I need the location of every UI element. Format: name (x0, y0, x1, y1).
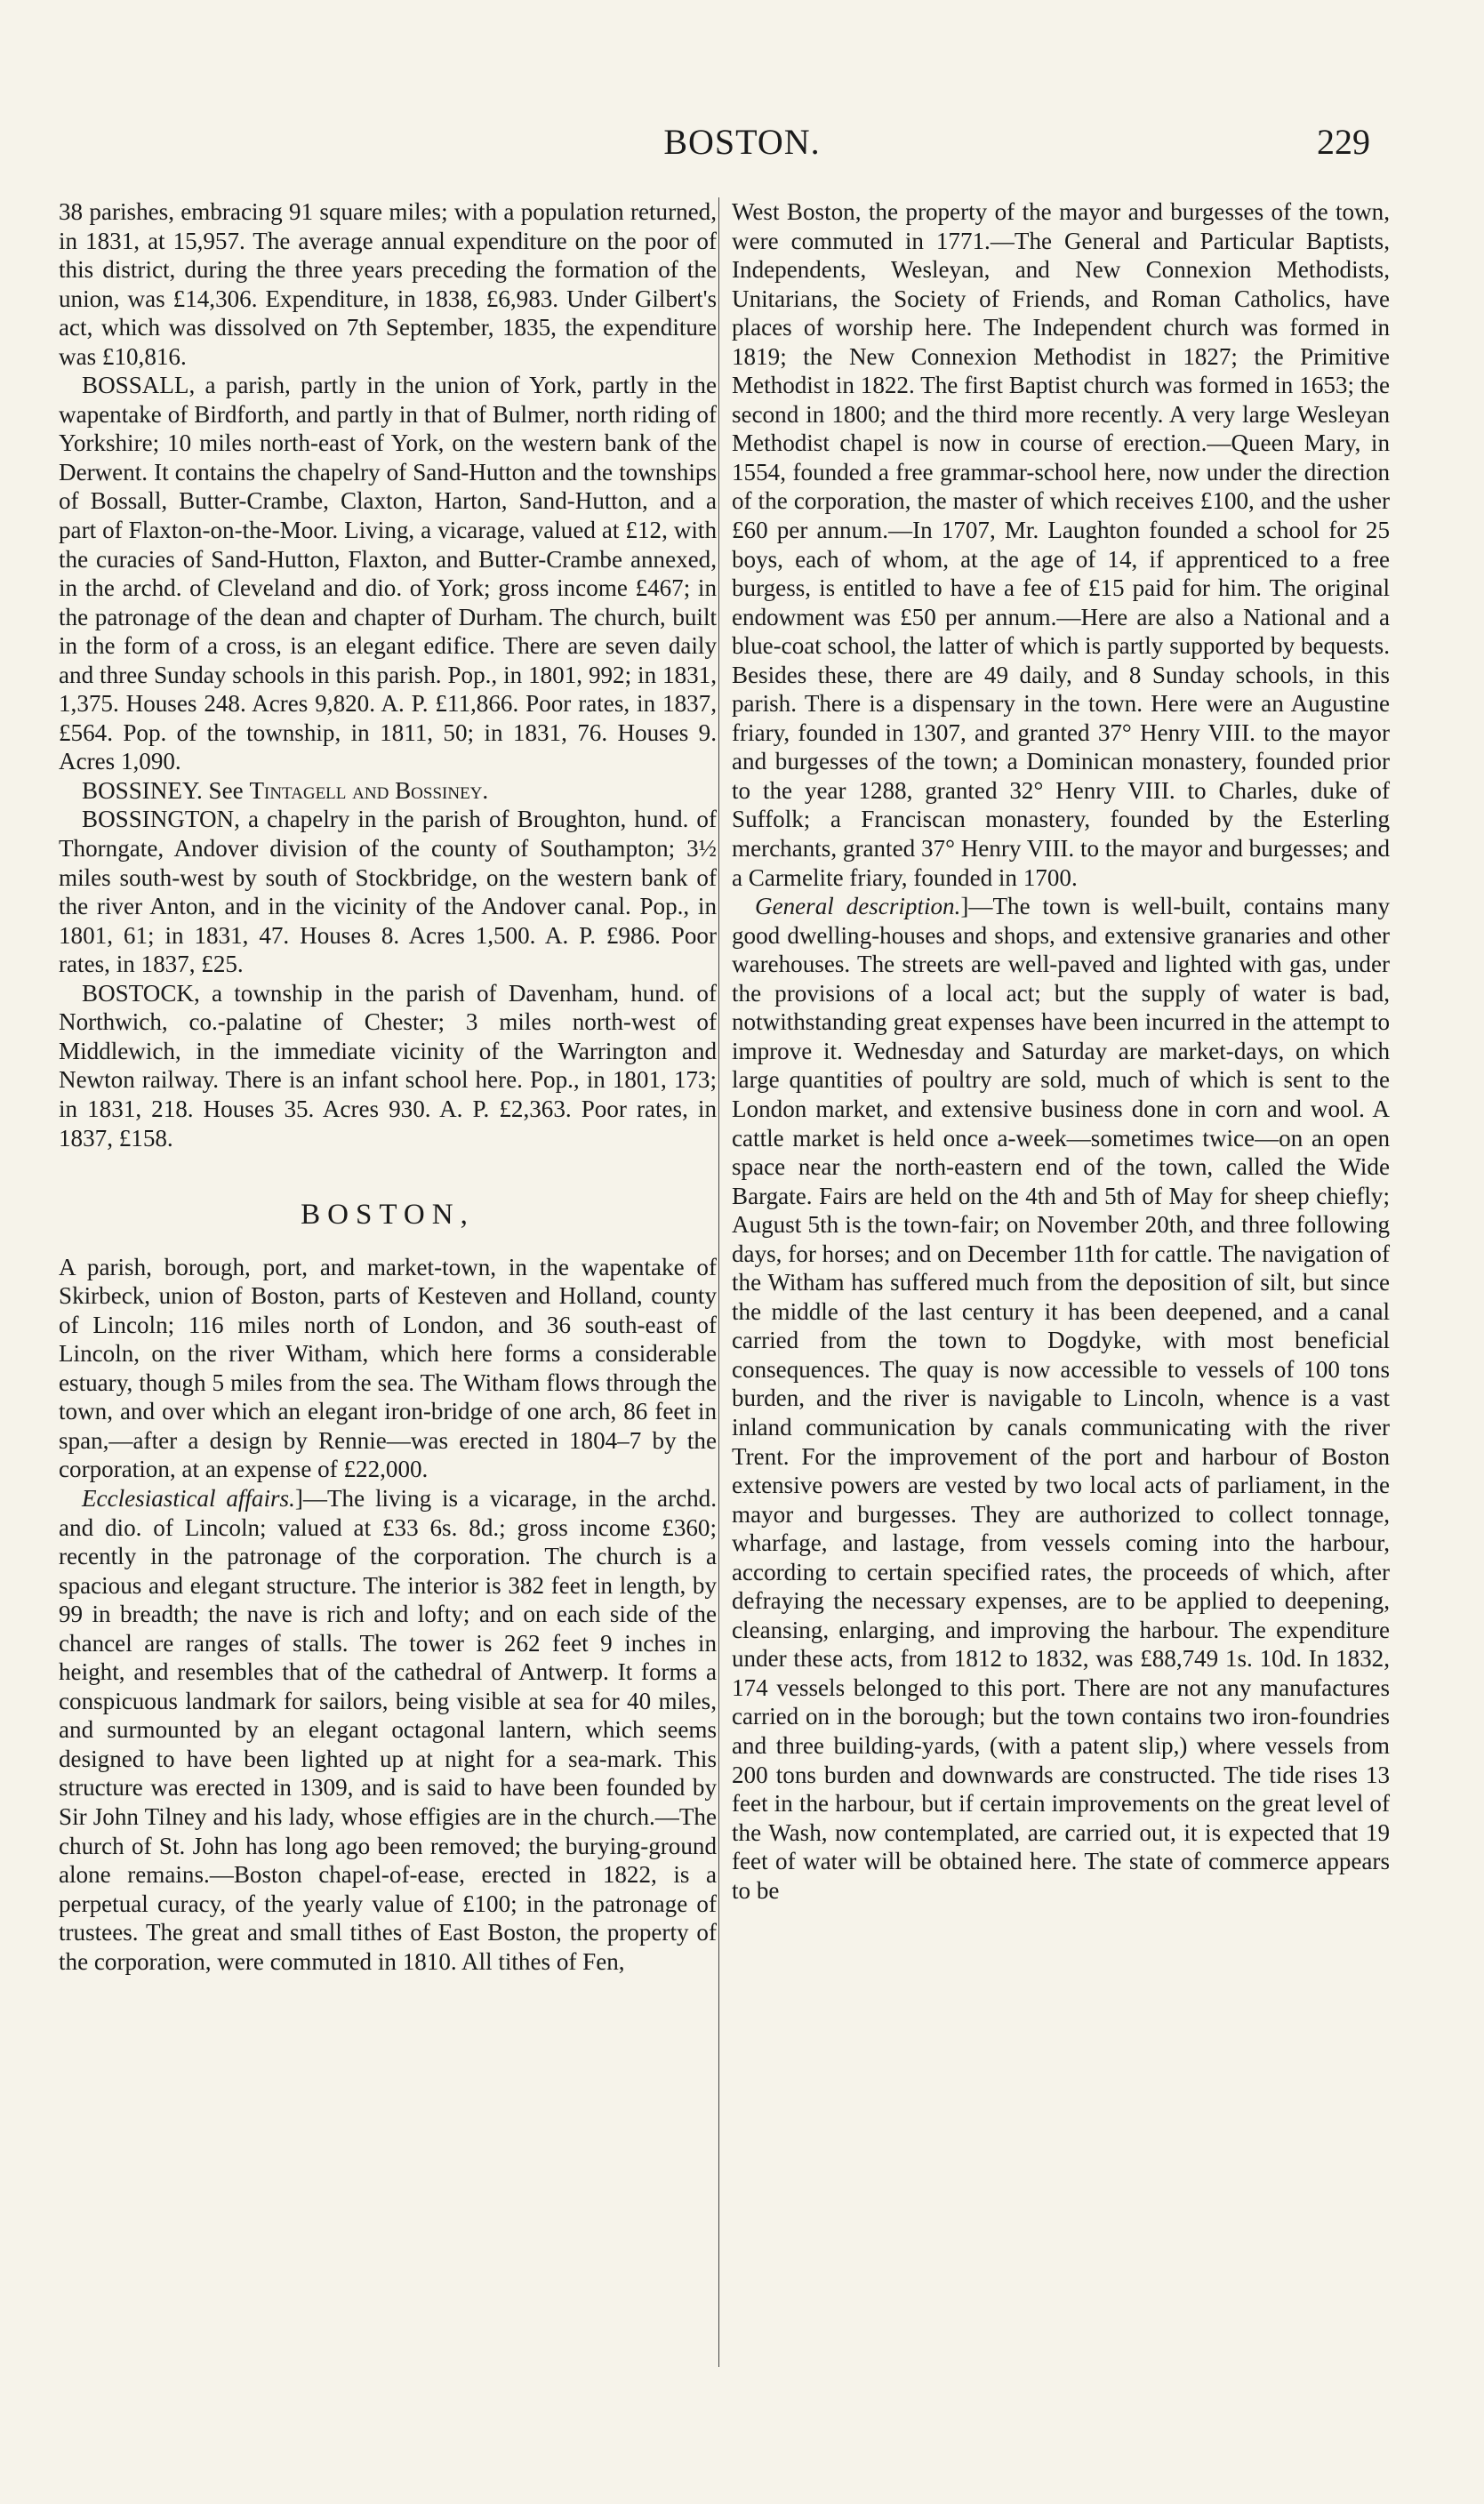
cross-reference: Tintagell and Bossiney. (249, 776, 489, 804)
entry-bossington: BOSSINGTON, a chapelry in the parish of Broughton, hund. of Thorngate, Andover division of the county of Southampton; 3½ miles south-west by south of Stockbridge, on the western bank of the river Anton, and in the vicinity of the Andover canal. Pop., in 1801, 61; in 1831, 47. Houses 8. Acres 1,500. A. P. £986. Poor rates, in 1837, £25. (59, 806, 717, 978)
running-head: BOSTON. (663, 122, 821, 162)
subhead-general: General description. (755, 893, 961, 920)
entry-bossiney (59, 776, 717, 806)
entry-continuation: 38 parishes, embracing 91 square miles; with a population returned, in 1831, at 15,957. The average annual expenditure on the poor of this district, during the three years preceding the formation of the union, was £14,306. Expenditure, in 1838, £6,983. Under Gilbert's act, which was dissolved on 7th September, 1835, the expenditure was £10,816. (59, 198, 717, 370)
page-number: 229 (1317, 122, 1370, 162)
section-title: BOSTON, (301, 1199, 475, 1232)
general-description (732, 892, 1390, 1905)
ecclesiastical-text: ]—The living is a vicarage, in the archd. and dio. of Lincoln; valued at £33 6s. 8d.; gross income £360; recently in the patronage of the corporation. The church is a spacious and elegant structure. The interior is 382 feet in length, by 99 in breadth; the nave is rich and lofty; and on each side of the chancel are ranges of stalls. The tower is 262 feet 9 inches in height, and resembles that of the cathedral of Antwerp. It forms a conspicuous landmark for sailors, being visible at sea for 40 miles, and surmounted by an elegant octagonal lantern, which seems designed to have been lighted up at night for a sea-mark. This structure was erected in 1309, and is said to have been founded by Sir John Tilney and his lady, whose effigies are in the church.—The church of St. John has long ago been removed; the burying-ground alone remains.—Boston chapel-of-ease, erected in 1822, is a perpetual curacy, of the yearly value of £100; in the patronage of trustees. The great and small tithes of East Boston, the property of the corporation, were commuted in 1810. All tithes of Fen, (59, 1484, 717, 1975)
subhead-ecclesiastical: Ecclesiastical affairs. (82, 1484, 295, 1512)
entry-bostock: BOSTOCK, a township in the parish of Davenham, hund. of Northwich, co.-palatine of Chester; 3 miles north-west of Middlewich, in the immediate vicinity of the Warrington and Newton railway. There is an infant school here. Pop., in 1801, 173; in 1831, 218. Houses 35. Acres 930. A. P. £2,363. Poor rates, in 1837, £158. (59, 979, 717, 1152)
column-divider (718, 197, 719, 2367)
entry-bossall: BOSSALL, a parish, partly in the union of York, partly in the wapentake of Birdforth, and partly in that of Bulmer, north riding of Yorkshire; 10 miles north-east of York, on the western bank of the Derwent. It contains the chapelry of Sand-Hutton and the townships of Bossall, Butter-Crambe, Claxton, Harton, Sand-Hutton, and a part of Flaxton-on-the-Moor. Living, a vicarage, valued at £12, with the curacies of Sand-Hutton, Flaxton, and Butter-Crambe annexed, in the archd. of Cleveland and dio. of York; gross income £467; in the patronage of the dean and chapter of Durham. The church, built in the form of a cross, is an elegant edifice. There are seven daily and three Sunday schools in this parish. Pop., in 1801, 992; in 1831, 1,375. Houses 248. Acres 9,820. A. P. £11,866. Poor rates, in 1837, £564. Pop. of the township, in 1811, 50; in 1831, 76. Houses 9. Acres 1,090. (59, 372, 717, 775)
general-description-text: ]—The town is well-built, contains many good dwelling-houses and shops, and extensive granaries and other warehouses. The streets are well-paved and lighted with gas, under the provisions of a local act; but the supply of water is bad, notwithstanding great expenses have been incurred in the attempt to improve it. Wednesday and Saturday are market-days, on which large quantities of poultry are sold, much of which is sent to the London market, and extensive business done in corn and wool. A cattle market is held once a-week—sometimes twice—on an open space near the north-eastern end of the town, called the Wide Bargate. Fairs are held on the 4th and 5th of May for sheep chiefly; August 5th is the town-fair; on November 20th, and three following days, for horses; and on December 11th for cattle. The navigation of the Witham has suffered much from the deposition of silt, but since the middle of the last century it has been deepened, and a canal carried from the town to Dogdyke, with most beneficial consequences. The quay is now accessible to vessels of 100 tons burden, and the river is navigable to Lincoln, whence is a vast inland communication by canals communicating with the river Trent. For the improvement of the port and harbour of Boston extensive powers are vested by two local acts of parliament, in the mayor and burgesses. They are authorized to collect tonnage, wharfage, and lastage, from vessels coming into the harbour, according to certain specified rates, the proceeds of which, after defraying the necessary expenses, are to be applied to deepening, cleansing, enlarging, and improving the harbour. The expenditure under these acts, from 1812 to 1832, was £88,749 1s. 10d. In 1832, 174 vessels belonged to this port. There are not any manufactures carried on in the borough; but the town contains two iron-foundries and three building-yards, (with a patent slip,) where vessels from 200 tons burden and downwards are constructed. The tide rises 13 feet in the harbour, but if certain improvements on the great level of the Wash, now contemplated, are carried out, it is expected that 19 feet of water will be obtained here. The state of commerce appears to be (732, 893, 1390, 1904)
entry-bossiney-head: BOSSINEY. See (82, 776, 250, 804)
right-column (732, 197, 1390, 1905)
ecclesiastical-affairs (59, 1484, 717, 1976)
boston-intro: A parish, borough, port, and market-town, in the wapentake of Skirbeck, union of Boston, parts of Kesteven and Holland, county of Lincoln; 116 miles north of London, and 36 south-east of Lincoln, on the river Witham, which here forms a considerable estuary, though 5 miles from the sea. The Witham flows through the town, and over which an elegant iron-bridge of one arch, 86 feet in span,—after a design by Rennie—was erected in 1804–7 by the corporation, at an expense of £22,000. (59, 1253, 717, 1483)
left-column (59, 197, 717, 1976)
ecclesiastical-continued: West Boston, the property of the mayor and burgesses of the town, were commuted in 1771.—The General and Particular Baptists, Independents, Wesleyan, and New Connexion Methodists, Unitarians, the Society of Friends, and Roman Catholics, have places of worship here. The Independent church was formed in 1819; the New Connexion Methodist in 1827; the Primitive Methodist in 1822. The first Baptist church was formed in 1653; the second in 1800; and the third more recently. A very large Wesleyan Methodist chapel is now in course of erection.—Queen Mary, in 1554, founded a free grammar-school here, now under the direction of the corporation, the master of which receives £100, and the usher £60 per annum.—In 1707, Mr. Laughton founded a school for 25 boys, each of whom, at the age of 14, if apprenticed to a free burgess, is entitled to have a fee of £15 paid for him. The original endowment was £50 per annum.—Here are also a National and a blue-coat school, the latter of which is partly supported by bequests. Besides these, there are 49 daily, and 8 Sunday schools, in this parish. There is a dispensary in the town. Here were an Augustine friary, founded in 1307, and granted 37° Henry VIII. to the mayor and burgesses of the town; a Dominican monastery, founded prior to the year 1288, granted 32° Henry VIII. to Charles, duke of Suffolk; a Franciscan monastery, founded by the Esterling merchants, granted 37° Henry VIII. to the mayor and burgesses; and a Carmelite friary, founded in 1700. (732, 198, 1390, 891)
